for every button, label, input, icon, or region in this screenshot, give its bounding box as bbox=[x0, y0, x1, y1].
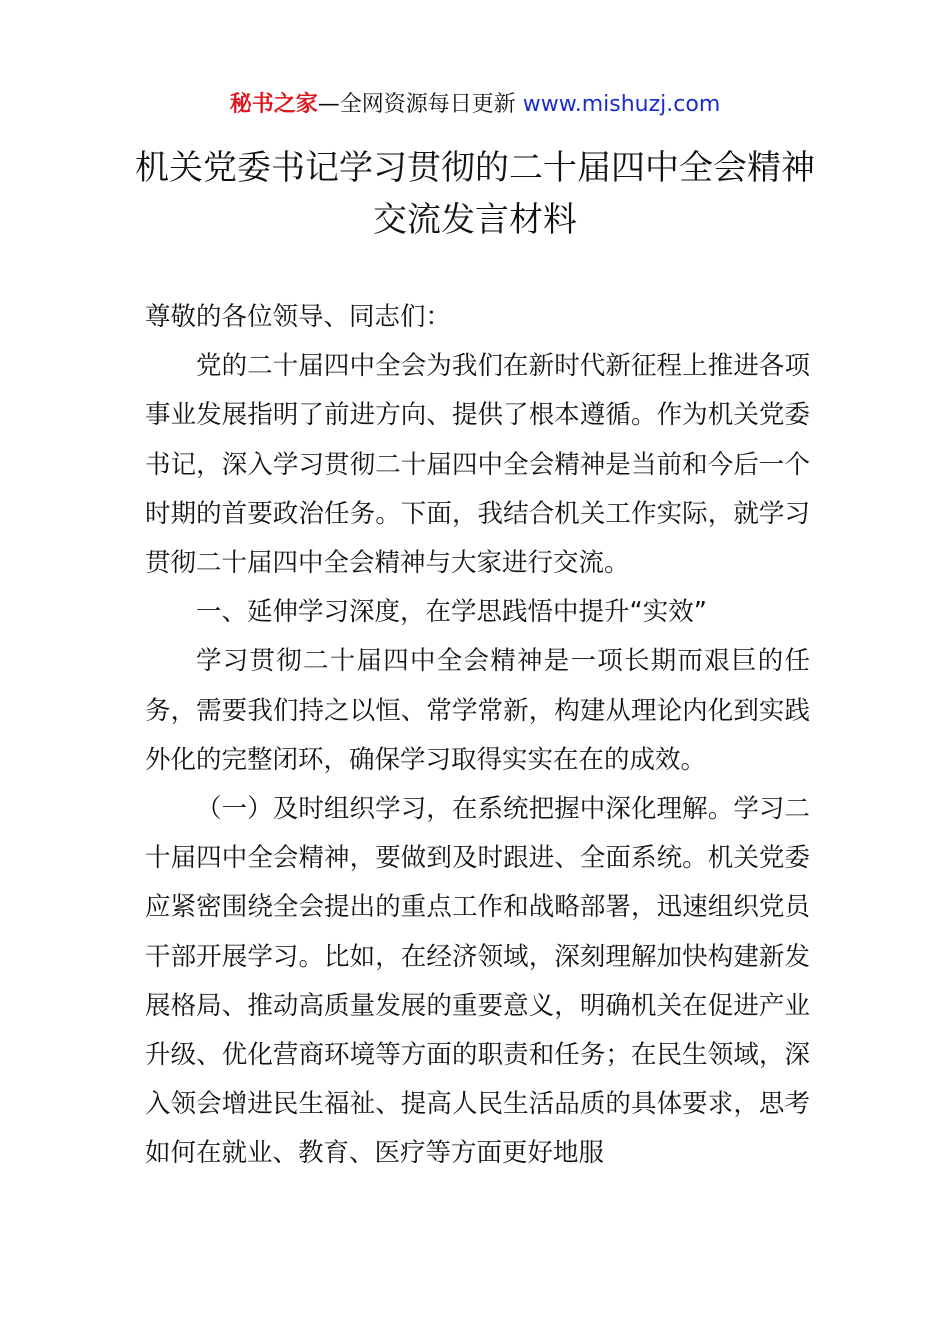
title-line-1: 机关党委书记学习贯彻的二十届四中全会精神 bbox=[135, 148, 815, 188]
paragraph-intro: 党的二十届四中全会为我们在新时代新征程上推进各项事业发展指明了前进方向、提供了根本遵循。作为机关党委书记，深入学习贯彻二十届四中全会精神是当前和今后一个时期的首要政治任务。下面，我结合机关工作实际，就学习贯彻二十届四中全会精神与大家进行交流。 bbox=[145, 351, 810, 579]
document-body bbox=[145, 293, 810, 1179]
header-tagline: —全网资源每日更新 bbox=[317, 92, 516, 117]
salutation: 尊敬的各位领导、同志们： bbox=[145, 302, 452, 332]
title-line-2: 交流发言材料 bbox=[373, 200, 577, 240]
section-heading-1: 一、延伸学习深度，在学思践悟中提升“实效” bbox=[196, 597, 707, 628]
site-header bbox=[0, 88, 950, 122]
document-title bbox=[0, 142, 950, 246]
site-url-link[interactable]: www.mishuzj.com bbox=[522, 92, 721, 117]
paragraph-section-1: 学习贯彻二十届四中全会精神是一项长期而艰巨的任务，需要我们持之以恒、常学常新，构建从理论内化到实践外化的完整闭环，确保学习取得实实在在的成效。 bbox=[145, 646, 810, 775]
paragraph-subsection-1: （一）及时组织学习，在系统把握中深化理解。学习二十届四中全会精神，要做到及时跟进、全面系统。机关党委应紧密围绕全会提出的重点工作和战略部署，迅速组织党员干部开展学习。比如，在经济领域，深刻理解加快构建新发展格局、推动高质量发展的重要意义，明确机关在促进产业升级、优化营商环境等方面的职责和任务；在民生领域，深入领会增进民生福祉、提高人民生活品质的具体要求，思考如何在就业、教育、医疗等方面更好地服 bbox=[145, 794, 810, 1169]
brand-name: 秘书之家 bbox=[229, 92, 318, 117]
